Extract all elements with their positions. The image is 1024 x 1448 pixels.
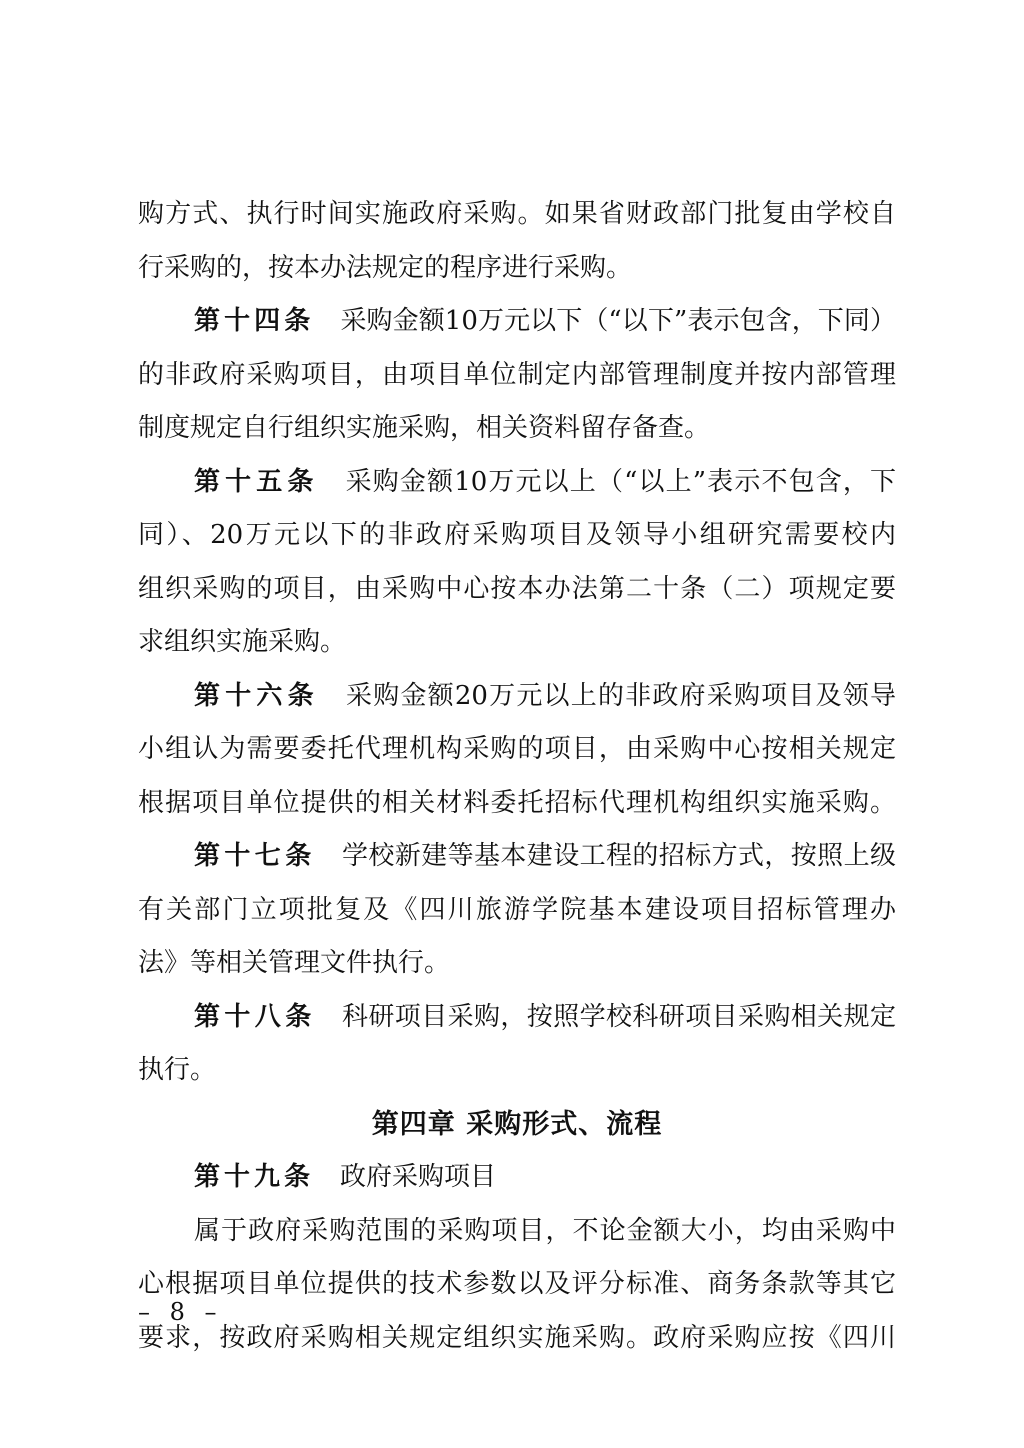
text-line: 执行。 [138, 1055, 217, 1085]
article-14-first-line [138, 295, 896, 349]
page-body [138, 188, 896, 1365]
article-text: 采购金额20万元以上的非政府采购项目及领导 [344, 680, 896, 711]
article-15-first-line [138, 456, 896, 510]
text-line: 行采购的，按本办法规定的程序进行采购。 [138, 252, 633, 283]
text-line: 的非政府采购项目，由项目单位制定内部管理制度并按内部管理 [138, 359, 896, 390]
article-heading: 第十七条 [194, 841, 316, 871]
article-heading: 第十六条 [194, 680, 319, 711]
article-text: 采购金额10万元以下（“以下”表示包含，下同） [340, 306, 896, 336]
article-17-first-line [138, 830, 896, 884]
text-line: 小组认为需要委托代理机构采购的项目，由采购中心按相关规定 [138, 734, 896, 764]
text-line: 求组织实施采购。 [138, 627, 347, 657]
chapter-heading: 第四章 采购形式、流程 [371, 1108, 663, 1140]
text-line: 同）、20万元以下的非政府采购项目及领导小组研究需要校内 [138, 520, 896, 550]
text-line: 心根据项目单位提供的技术参数以及评分标准、商务条款等其它 [138, 1269, 896, 1299]
article-text: 学校新建等基本建设工程的招标方式，按照上级 [341, 841, 896, 871]
page-number: – 8 – [138, 1298, 223, 1326]
article-heading: 第十五条 [194, 466, 319, 497]
article-19-first-line [138, 1151, 896, 1205]
text-line: 法》等相关管理文件执行。 [138, 948, 451, 978]
text-line: 要求，按政府采购相关规定组织实施采购。政府采购应按《四川 [138, 1322, 896, 1353]
article-heading: 第十九条 [194, 1162, 315, 1192]
text-line: 组织采购的项目，由采购中心按本办法第二十条（二）项规定要 [138, 573, 896, 604]
text-line: 制度规定自行组织实施采购，相关资料留存备查。 [138, 413, 711, 443]
article-heading: 第十八条 [194, 1001, 316, 1032]
article-heading: 第十四条 [194, 306, 315, 336]
article-title: 政府采购项目 [340, 1162, 497, 1192]
article-text: 采购金额10万元以上（“以上”表示不包含，下 [344, 466, 896, 497]
text-line: 属于政府采购范围的采购项目，不论金额大小，均由采购中 [194, 1215, 896, 1246]
text-line: 根据项目单位提供的相关材料委托招标代理机构组织实施采购。 [138, 787, 896, 818]
article-text: 科研项目采购，按照学校科研项目采购相关规定 [341, 1001, 896, 1032]
text-line: 有关部门立项批复及《四川旅游学院基本建设项目招标管理办 [138, 894, 896, 925]
article-18-first-line [138, 991, 896, 1045]
text-line: 购方式、执行时间实施政府采购。如果省财政部门批复由学校自 [138, 199, 896, 229]
article-16-first-line [138, 670, 896, 724]
